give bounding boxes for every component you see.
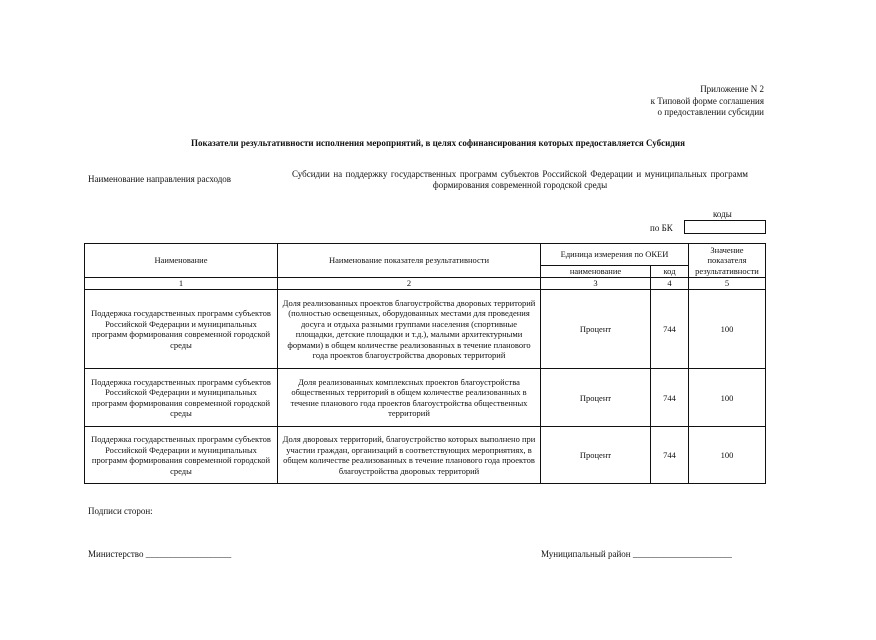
column-number: 1 bbox=[85, 278, 278, 290]
row-unit-code: 744 bbox=[651, 290, 689, 369]
row-indicator: Доля реализованных проектов благоустройства дворовых территорий (полностью освещенных, оборудованных местами для проведения досуга и отдыха разными группами населения (спортивные площадки, детские площадки и т.д.), малыми архитектурными формами) в общем количестве реализованных в течение планового года проектов благоустройства дворовых территорий bbox=[278, 290, 541, 369]
row-unit-name: Процент bbox=[541, 427, 651, 484]
row-value: 100 bbox=[689, 290, 766, 369]
header-unit-name: наименование bbox=[541, 266, 651, 278]
signatures-label: Подписи сторон: bbox=[88, 506, 153, 516]
row-indicator: Доля дворовых территорий, благоустройство которых выполнено при участии граждан, организаций в соответствующих мероприятиях, в общем количестве реализованных в течение планового года проектов благоустройства дворовых территорий bbox=[278, 427, 541, 484]
bk-code-field[interactable] bbox=[684, 220, 766, 234]
table-row bbox=[85, 290, 766, 369]
municipal-district-signature-line: Муниципальный район ______________________ bbox=[541, 549, 732, 559]
annex-header bbox=[651, 84, 764, 119]
annex-number: Приложение N 2 bbox=[700, 84, 764, 94]
table-row bbox=[85, 427, 766, 484]
row-unit-code: 744 bbox=[651, 369, 689, 427]
row-unit-name: Процент bbox=[541, 369, 651, 427]
row-program-name: Поддержка государственных программ субъектов Российской Федерации и муниципальных программ формирования современной городской среды bbox=[85, 427, 278, 484]
row-value: 100 bbox=[689, 369, 766, 427]
column-number-row bbox=[85, 278, 766, 290]
row-value: 100 bbox=[689, 427, 766, 484]
annex-form-reference: к Типовой форме соглашения bbox=[650, 95, 764, 106]
bk-label: по БК bbox=[650, 223, 673, 233]
row-program-name: Поддержка государственных программ субъектов Российской Федерации и муниципальных программ формирования современной городской среды bbox=[85, 290, 278, 369]
header-value: Значение показателя результативности bbox=[689, 244, 766, 278]
column-number: 3 bbox=[541, 278, 651, 290]
expense-direction-value: Субсидии на поддержку государственных программ субъектов Российской Федерации и муниципальных программ формирования современной городской среды bbox=[292, 169, 748, 190]
annex-subsidy-reference: о предоставлении субсидии bbox=[657, 107, 764, 117]
row-indicator: Доля реализованных комплексных проектов благоустройства общественных территорий в общем количестве реализованных в течение планового года проектов благоустройства общественных территорий bbox=[278, 369, 541, 427]
header-name: Наименование bbox=[85, 244, 278, 278]
column-number: 5 bbox=[689, 278, 766, 290]
document-title: Показатели результативности исполнения мероприятий, в целях софинансирования которых предоставляется Субсидия bbox=[191, 138, 685, 148]
table-row bbox=[85, 369, 766, 427]
expense-direction-label: Наименование направления расходов bbox=[88, 174, 232, 184]
header-unit: Единица измерения по ОКЕИ bbox=[541, 244, 689, 266]
header-indicator: Наименование показателя результативности bbox=[278, 244, 541, 278]
results-table bbox=[84, 243, 766, 484]
row-program-name: Поддержка государственных программ субъектов Российской Федерации и муниципальных программ формирования современной городской среды bbox=[85, 369, 278, 427]
ministry-signature-line: Министерство ___________________ bbox=[88, 549, 232, 559]
row-unit-code: 744 bbox=[651, 427, 689, 484]
column-number: 4 bbox=[651, 278, 689, 290]
codes-label: коды bbox=[713, 209, 732, 219]
header-unit-code: код bbox=[651, 266, 689, 278]
column-number: 2 bbox=[278, 278, 541, 290]
row-unit-name: Процент bbox=[541, 290, 651, 369]
